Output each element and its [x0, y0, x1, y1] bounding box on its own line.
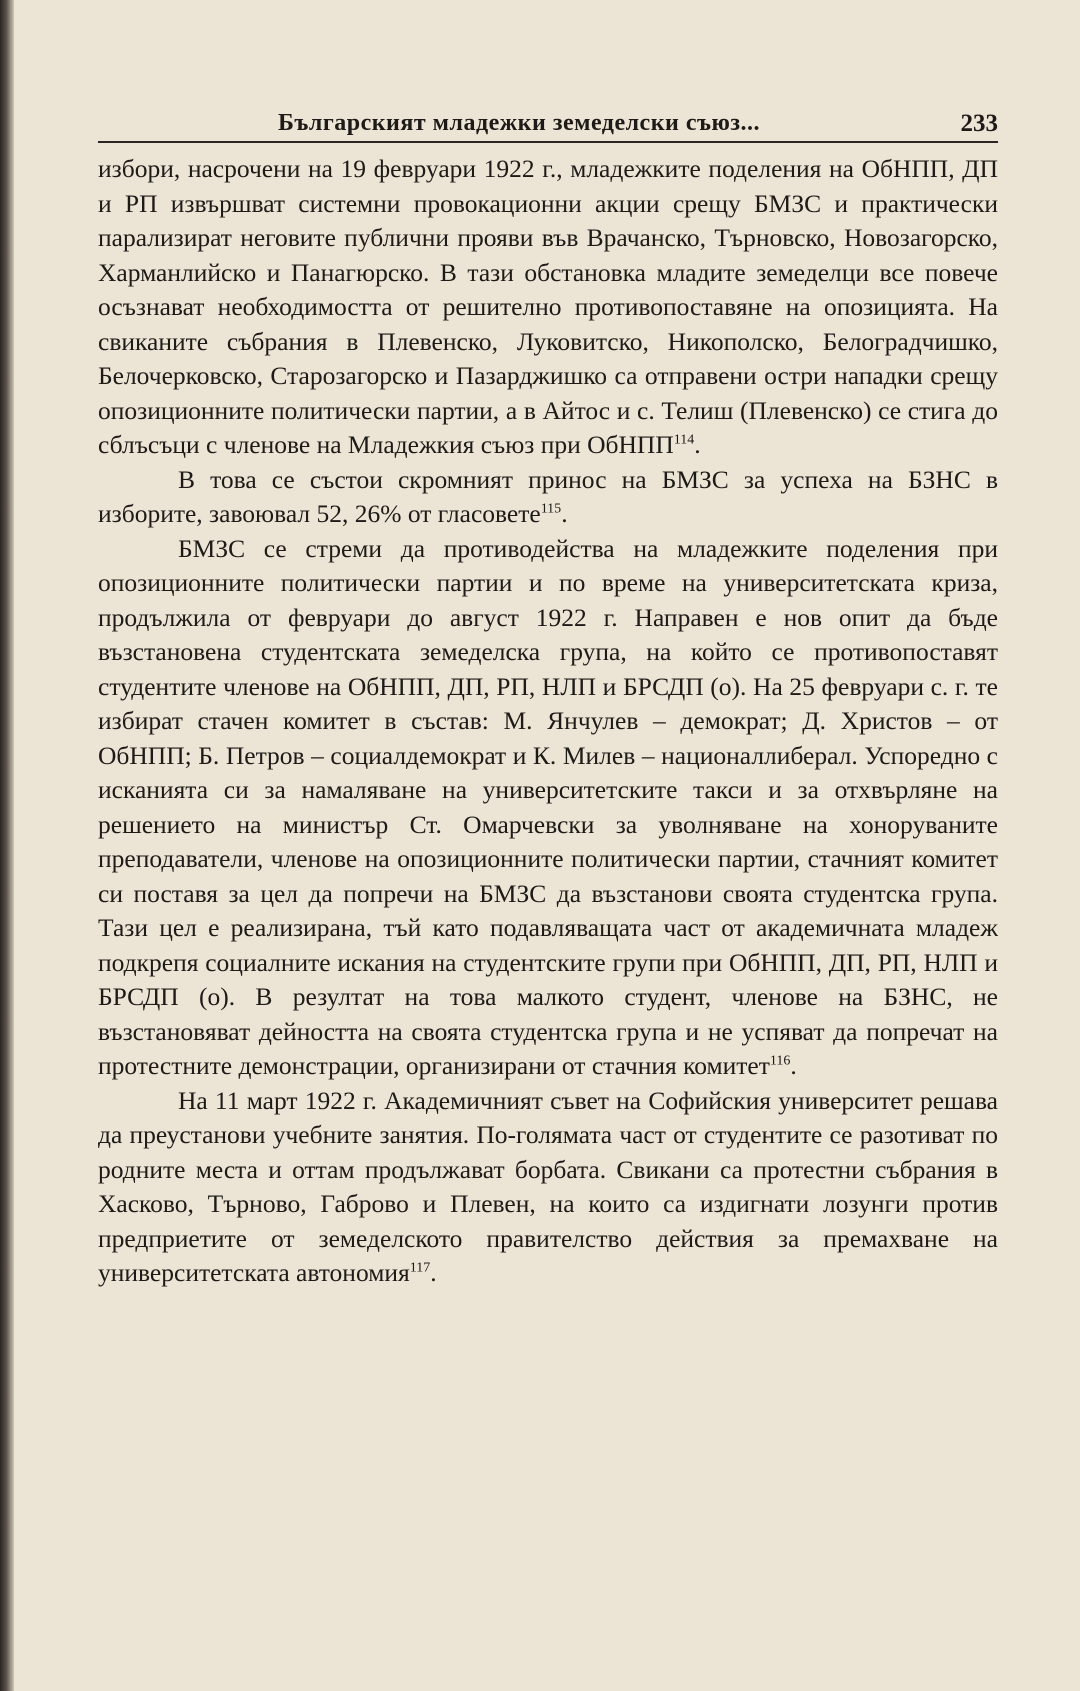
- paragraph-text: избори, насрочени на 19 февруари 1922 г., младежките поделения на ОбНПП, ДП и РП извършват системни провокационни акции срещу БМЗС и практически парализират неговите публични прояви във Врачанско, Търновско, Новозагорско, Харманлийско и Панагюрско. В тази обстановка младите земеделци все повече осъзнават необходимостта от решително противопоставяне на опозицията. На свиканите събрания в Плевенско, Луковитско, Никополско, Белоградчишко, Белочерковско, Старозагорско и Пазарджишко са отправени остри нападки срещу опозиционните политически партии, а в Айтос и с. Телиш (Плевенско) се стига до сблъсъци с членове на Младежкия съюз при ОбНПП: [98, 154, 998, 459]
- footnote-ref: 115: [540, 501, 562, 517]
- footnote-ref: 117: [409, 1260, 431, 1276]
- running-head: [98, 104, 998, 144]
- paragraph-text: В това се състои скромният принос на БМЗС за успеха на БЗНС в изборите, завоювал 52, 26% от гласовете: [98, 464, 998, 528]
- paragraph: На 11 март 1922 г. Академичният съвет на Софийския университет решава да преустанови учебните занятия. По-голямата част от студентите се разотиват по родните места и оттам продължават борбата. Свикани са протестни събрания в Хасково, Търново, Габрово и Плевен, на които са издигнати лозунги против предприетите от земеделското правителство действия за премахване на университетската автономия$^{117}$.: [98, 1085, 998, 1287]
- footnote-ref: 114: [673, 432, 695, 448]
- paragraph-text: На 11 март 1922 г. Академичният съвет на Софийския университет решава да преустанови учебните занятия. По-голямата част от студентите се разотиват по родните места и оттам продължават борбата. Свикани са протестни събрания в Хасково, Търново, Габрово и Плевен, на които са издигнати лозунги против предприетите от земеделското правителство действия за премахване на университетската автономия: [98, 1085, 998, 1287]
- page-binding-edge: [0, 0, 14, 1691]
- paragraph: В това се състои скромният принос на БМЗС за успеха на БЗНС в изборите, завоювал 52, 26% от гласовете$^{115}$.: [98, 464, 998, 528]
- header-rule: [98, 141, 998, 143]
- paragraph-text: БМЗС се стреми да противодейства на младежките поделения при опозиционните политически партии и по време на университетската криза, продължила от февруари до август 1922 г. Направен е нов опит да бъде възстановена студентската земеделска група, на който се противопоставят студентите членове на ОбНПП, ДП, РП, НЛП и БРСДП (о). На 25 февруари с. г. те избират стачен комитет в състав: М. Янчулев – демократ; Д. Христов – от ОбНПП; Б. Петров – социалдемократ и К. Милев – националлиберал. Успоредно с исканията си за намаляване на университетските такси и за отхвърляне на решението на министър Ст. Омарчевски за уволняване на хоноруваните преподаватели, членове на опозиционните политически партии, стачният комитет си поставя за цел да попречи на БМЗС да възстанови своята студентска група. Тази цел е реализирана, тъй като подавляващата част от академичната младеж подкрепя социалните искания на студентските групи при ОбНПП, ДП, РП, НЛП и БРСДП (о). В резултат на това малкото студент, членове на БЗНС, не възстановяват дейността на своята студентска група и не успяват да попречат на протестните демонстрации, организирани от стачния комитет: [98, 533, 998, 1080]
- body-text: [98, 152, 998, 1291]
- book-page: [98, 0, 998, 1691]
- paragraph: БМЗС се стреми да противодейства на младежките поделения при опозиционните политически партии и по време на университетската криза, продължила от февруари до август 1922 г. Направен е нов опит да бъде възстановена студентската земеделска група, на който се противопоставят студентите членове на ОбНПП, ДП, РП, НЛП и БРСДП (о). На 25 февруари с. г. те избират стачен комитет в състав: М. Янчулев – демократ; Д. Христов – от ОбНПП; Б. Петров – социалдемократ и К. Милев – националлиберал. Успоредно с исканията си за намаляване на университетските такси и за отхвърляне на решението на министър Ст. Омарчевски за уволняване на хоноруваните преподаватели, членове на опозиционните политически партии, стачният комитет си поставя за цел да попречи на БМЗС да възстанови своята студентска група. Тази цел е реализирана, тъй като подавляващата част от академичната младеж подкрепя социалните искания на студентските групи при ОбНПП, ДП, РП, НЛП и БРСДП (о). В резултат на това малкото студент, членове на БЗНС, не възстановяват дейността на своята студентска група и не успяват да попречат на протестните демонстрации, организирани от стачния комитет$^{116}$.: [98, 533, 998, 1080]
- page-number: 233: [960, 110, 998, 137]
- running-title: Българският младежки земеделски съюз...: [278, 110, 760, 136]
- paragraph: избори, насрочени на 19 февруари 1922 г., младежките поделения на ОбНПП, ДП и РП извършват системни провокационни акции срещу БМЗС и практически парализират неговите публични прояви във Врачанско, Търновско, Новозагорско, Харманлийско и Панагюрско. В тази обстановка младите земеделци все повече осъзнават необходимостта от решително противопоставяне на опозицията. На свиканите събрания в Плевенско, Луковитско, Никополско, Белоградчишко, Белочерковско, Старозагорско и Пазарджишко са отправени остри нападки срещу опозиционните политически партии, а в Айтос и с. Телиш (Плевенско) се стига до сблъсъци с членове на Младежкия съюз при ОбНПП$^{114}$.: [98, 154, 998, 459]
- footnote-ref: 116: [769, 1053, 791, 1069]
